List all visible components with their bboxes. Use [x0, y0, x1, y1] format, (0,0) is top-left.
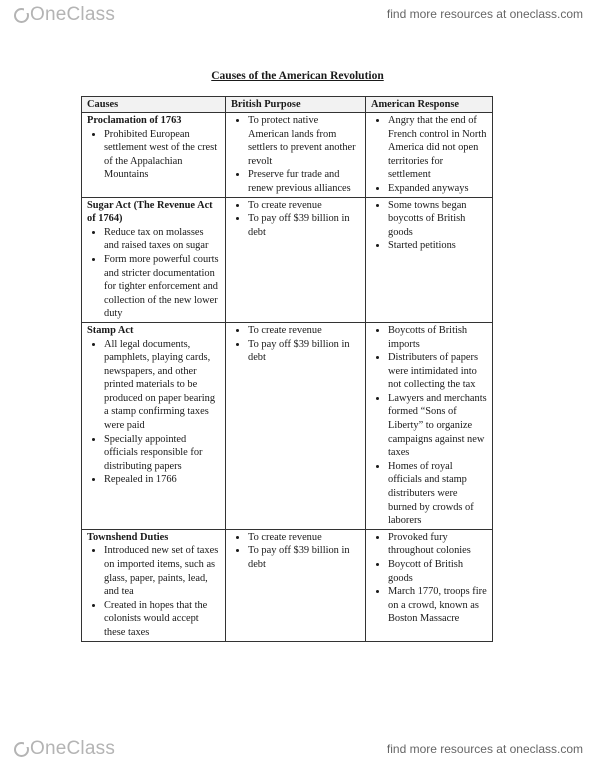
list-item: • Distributers of papers were intimidated into not collecting the tax	[388, 351, 488, 392]
list-item: • Prohibited European settlement west of the crest of the Appalachian Mountains	[104, 128, 221, 182]
british-purpose-cell	[226, 113, 366, 198]
cause-title: Townshend Duties	[87, 531, 169, 543]
bullet-list	[87, 128, 221, 182]
list-item: • Boycotts of British imports	[388, 324, 488, 351]
cause-title: Sugar Act (The Revenue Act of 1764)	[87, 199, 213, 225]
document-title: Causes of the American Revolution	[211, 70, 384, 82]
list-item: • Homes of royal officials and stamp distributers were burned by crowds of laborers	[388, 460, 488, 528]
list-item: • Repealed in 1766	[104, 473, 221, 487]
top-banner	[0, 0, 595, 30]
table-header-row	[82, 97, 493, 113]
logo-text: OneClass	[30, 4, 116, 25]
list-item: • Reduce tax on molasses and raised taxes on sugar	[104, 226, 221, 253]
list-item: • Introduced new set of taxes on imported items, such as glass, paper, paints, lead, and tea	[104, 544, 221, 598]
list-item: • All legal documents, pamphlets, playing cards, newspapers, and other printed materials to be produced on paper bearing a stamp confirming taxes were paid	[104, 338, 221, 433]
bullet-list	[371, 199, 488, 253]
list-item: • Created in hopes that the colonists would accept these taxes	[104, 599, 221, 640]
bullet-list	[87, 338, 221, 488]
bullet-list	[371, 531, 488, 626]
resources-link[interactable]: find more resources at oneclass.com	[386, 7, 583, 21]
cause-cell	[82, 197, 226, 322]
column-header-american-response: American Response	[366, 97, 493, 113]
american-response-cell	[366, 322, 493, 529]
list-item: • Some towns began boycotts of British goods	[388, 199, 488, 240]
list-item: • To protect native American lands from settlers to prevent another revolt	[248, 114, 361, 168]
bullet-list	[87, 544, 221, 639]
cause-cell	[82, 113, 226, 198]
list-item: • To pay off $39 billion in debt	[248, 338, 361, 365]
bullet-list	[371, 324, 488, 528]
bullet-list	[87, 226, 221, 321]
oneclass-logo-footer[interactable]	[14, 738, 115, 760]
causes-table	[81, 96, 493, 642]
list-item: • Boycott of British goods	[388, 558, 488, 585]
bottom-banner	[0, 738, 595, 768]
list-item: • To pay off $39 billion in debt	[248, 212, 361, 239]
british-purpose-cell	[226, 529, 366, 641]
table-body	[82, 113, 493, 642]
table-row	[82, 322, 493, 529]
list-item: • To create revenue	[248, 199, 361, 213]
british-purpose-cell	[226, 197, 366, 322]
oneclass-logo-icon	[14, 8, 29, 23]
list-item: • Preserve fur trade and renew previous alliances	[248, 168, 361, 195]
cause-cell	[82, 529, 226, 641]
oneclass-logo-icon	[14, 742, 29, 757]
cause-cell	[82, 322, 226, 529]
american-response-cell	[366, 197, 493, 322]
list-item: • Started petitions	[388, 239, 488, 253]
american-response-cell	[366, 113, 493, 198]
bullet-list	[231, 531, 361, 572]
list-item: • To pay off $39 billion in debt	[248, 544, 361, 571]
list-item: • March 1770, troops fire on a crowd, known as Boston Massacre	[388, 585, 488, 626]
table-row	[82, 113, 493, 198]
bullet-list	[231, 324, 361, 365]
resources-link-footer[interactable]: find more resources at oneclass.com	[386, 742, 583, 756]
logo-text: OneClass	[30, 738, 116, 759]
column-header-british-purpose: British Purpose	[226, 97, 366, 113]
list-item: • Specially appointed officials responsible for distributing papers	[104, 433, 221, 474]
list-item: • Angry that the end of French control in North America did not open territories for settlement	[388, 114, 488, 182]
bullet-list	[371, 114, 488, 196]
list-item: • To create revenue	[248, 324, 361, 338]
oneclass-logo[interactable]	[14, 4, 115, 26]
table-row	[82, 197, 493, 322]
american-response-cell	[366, 529, 493, 641]
table-row	[82, 529, 493, 641]
cause-title: Proclamation of 1763	[87, 115, 182, 126]
list-item: • Form more powerful courts and stricter documentation for tighter enforcement and collection of the new lower duty	[104, 253, 221, 321]
bullet-list	[231, 199, 361, 240]
list-item: • Provoked fury throughout colonies	[388, 531, 488, 558]
bullet-list	[231, 114, 361, 196]
british-purpose-cell	[226, 322, 366, 529]
cause-title: Stamp Act	[87, 324, 134, 336]
list-item: • Lawyers and merchants formed “Sons of Liberty” to organize campaigns against new taxes	[388, 392, 488, 460]
column-header-causes: Causes	[82, 97, 226, 113]
list-item: • To create revenue	[248, 531, 361, 545]
list-item: • Expanded anyways	[388, 182, 488, 196]
